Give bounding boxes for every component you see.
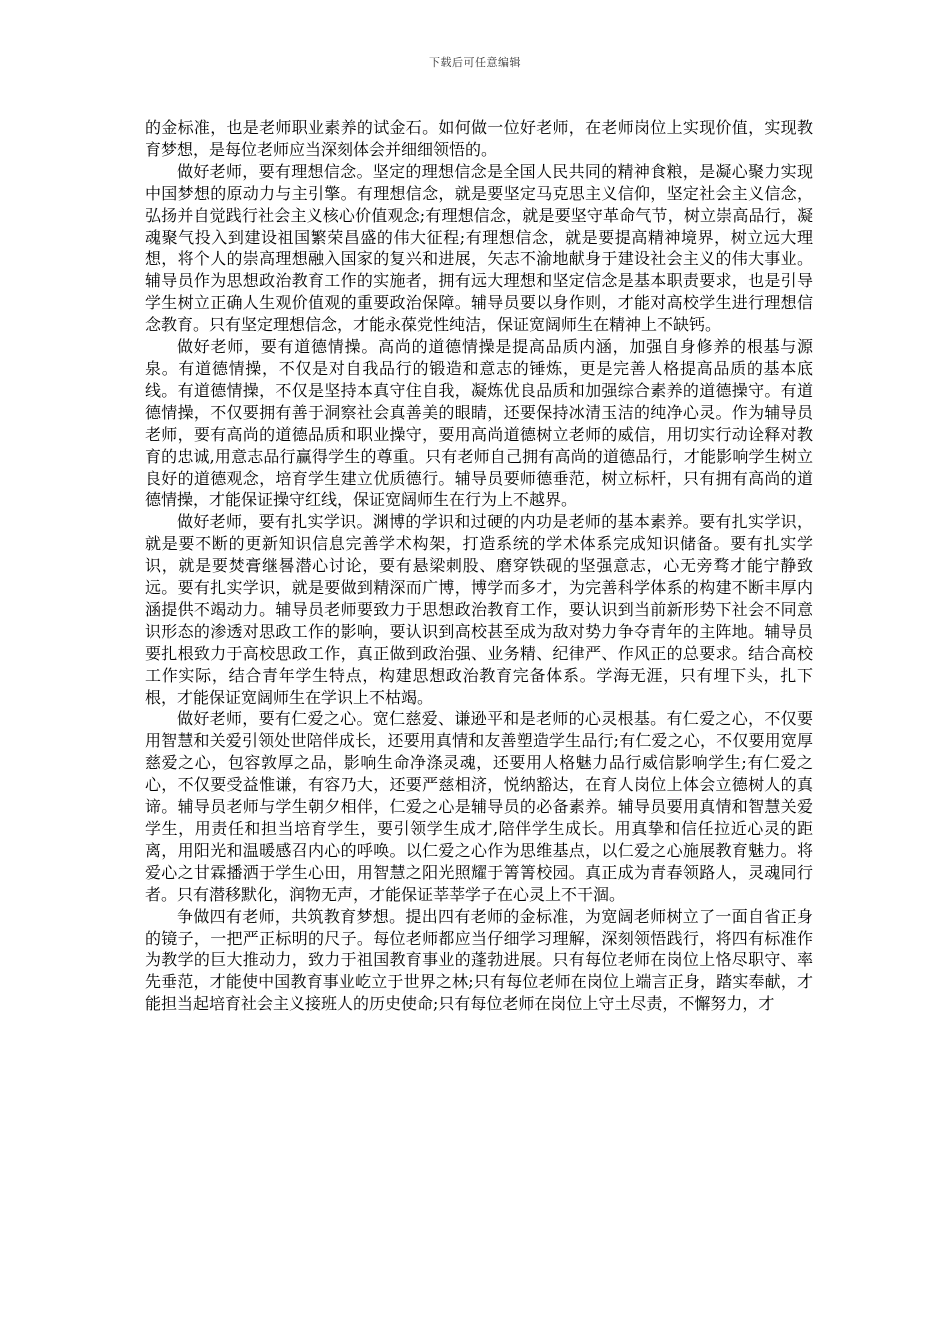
paragraph-conclusion: 争做四有老师，共筑教育梦想。提出四有老师的金标准，为宽阔老师树立了一面自省正身的镜子，一把严正标明的尺子。每位老师都应当仔细学习理解，深刻领悟践行，将四有标准作为教学的巨大推动力，致力于祖国教育事业的蓬勃进展。只有每位老师在岗位上恪尽职守、率先垂范，才能使中国教育事业屹立于世界之林;只有每位老师在岗位上端言正身，踏实奉献，才能担当起培育社会主义接班人的历史使命;只有每位老师在岗位上守土尽责，不懈努力，才 [145, 906, 813, 1014]
paragraph-knowledge: 做好老师，要有扎实学识。渊博的学识和过硬的内功是老师的基本素养。要有扎实学识，就是要不断的更新知识信息完善学术构架，打造系统的学术体系完成知识储备。要有扎实学识，就是要焚膏继晷潜心讨论，要有悬梁刺股、磨穿铁砚的坚强意志，心无旁骛才能宁静致远。要有扎实学识，就是要做到精深而广博，博学而多才，为完善科学体系的构建不断丰厚内涵提供不竭动力。辅导员老师要致力于思想政治教育工作，要认识到当前新形势下社会不同意识形态的渗透对思政工作的影响，要认识到高校甚至成为敌对势力争夺青年的主阵地。辅导员要扎根致力于高校思政工作，真正做到政治强、业务精、纪律严、作风正的总要求。结合高校工作实际，结合青年学生特点，构建思想政治教育完备体系。学海无涯，只有埋下头，扎下根，才能保证宽阔师生在学识上不枯竭。 [145, 512, 813, 707]
page-header: 下载后可任意编辑 [429, 56, 521, 69]
document-body [145, 117, 813, 1015]
paragraph-ideals: 做好老师，要有理想信念。坚定的理想信念是全国人民共同的精神食粮，是凝心聚力实现中国梦想的原动力与主引擎。有理想信念，就是要坚定马克思主义信仰，坚定社会主义信念，弘扬并自觉践行社会主义核心价值观念;有理想信念，就是要坚守革命气节，树立崇高品行，凝魂聚气投入到建设祖国繁荣昌盛的伟大征程;有理想信念，就是要提高精神境界，树立远大理想，将个人的崇高理想融入国家的复兴和进展，矢志不渝地献身于建设社会主义的伟大事业。辅导员作为思想政治教育工作的实施者，拥有远大理想和坚定信念是基本职责要求，也是引导学生树立正确人生观价值观的重要政治保障。辅导员要以身作则，才能对高校学生进行理想信念教育。只有坚定理想信念，才能永葆党性纯洁，保证宽阔师生在精神上不缺钙。 [145, 161, 813, 335]
paragraph-continuation: 的金标准，也是老师职业素养的试金石。如何做一位好老师，在老师岗位上实现价值，实现教育梦想，是每位老师应当深刻体会并细细领悟的。 [145, 118, 813, 159]
paragraph-morality: 做好老师，要有道德情操。高尚的道德情操是提高品质内涵，加强自身修养的根基与源泉。有道德情操，不仅是对自我品行的锻造和意志的锤炼，更是完善人格提高品质的基本底线。有道德情操，不仅是坚持本真守住自我，凝炼优良品质和加强综合素养的道德操守。有道德情操，不仅要拥有善于洞察社会真善美的眼睛，还要保持冰清玉洁的纯净心灵。作为辅导员老师，要有高尚的道德品质和职业操守，要用高尚道德树立老师的威信，用切实行动诠释对教育的忠诚,用意志品行赢得学生的尊重。只有老师自己拥有高尚的道德品行，才能影响学生树立良好的道德观念，培育学生建立优质德行。辅导员要师德垂范，树立标杆，只有拥有高尚的道德情操，才能保证操守红线，保证宽阔师生在行为上不越界。 [145, 337, 813, 510]
paragraph-benevolence: 做好老师，要有仁爱之心。宽仁慈爱、谦逊平和是老师的心灵根基。有仁爱之心，不仅要用智慧和关爱引领处世陪伴成长，还要用真情和友善塑造学生品行;有仁爱之心，不仅要用宽厚慈爱之心，包容敦厚之品，影响生命净涤灵魂，还要用人格魅力品行威信影响学生;有仁爱之心，不仅要受益惟谦，有容乃大，还要严慈相济，悦纳豁达，在育人岗位上体会立德树人的真谛。辅导员老师与学生朝夕相伴，仁爱之心是辅导员的必备素养。辅导员要用真情和智慧关爱学生，用责任和担当培育学生，要引领学生成才,陪伴学生成长。用真挚和信任拉近心灵的距离，用阳光和温暖感召内心的呼唤。以仁爱之心作为思维基点，以仁爱之心施展教育魅力。将爱心之甘霖播洒于学生心田，用智慧之阳光照耀于箐箐校园。真正成为青春领路人，灵魂同行者。只有潜移默化，润物无声，才能保证莘莘学子在心灵上不干涸。 [145, 709, 813, 904]
